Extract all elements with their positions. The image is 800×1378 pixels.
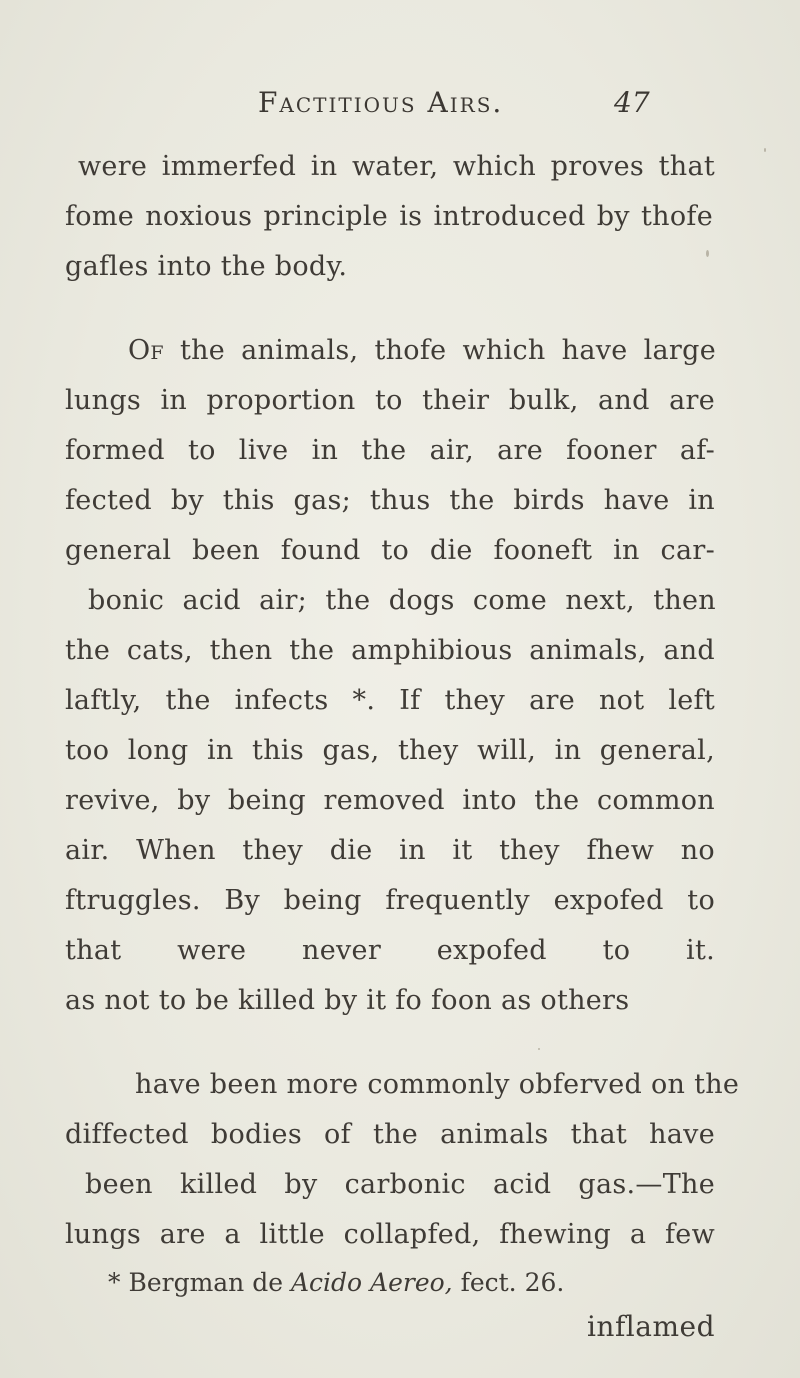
text-line: lungs in proportion to their bulk, and are xyxy=(65,385,715,416)
footnote: * Bergman de Acido Aereo, fect. 26. xyxy=(108,1268,565,1297)
text-line: too long in this gas, they will, in general, xyxy=(65,735,715,766)
drop-word: Of xyxy=(128,335,164,366)
text-line: the cats, then the amphibious animals, and xyxy=(65,635,715,666)
text-line: that were never expofed to it. xyxy=(65,935,715,966)
text-line: were immerfed in water, which proves that xyxy=(78,151,715,182)
text-line: bonic acid air; the dogs come next, then xyxy=(88,585,716,616)
text-line: fome noxious principle is introduced by thofe xyxy=(65,201,713,232)
paper-speck xyxy=(764,148,766,152)
text-line: air. When they die in it they fhew no xyxy=(65,835,715,866)
paper-speck xyxy=(706,250,709,257)
text-line: lungs are a little collapfed, fhewing a few xyxy=(65,1219,715,1250)
text-line: formed to live in the air, are fooner af- xyxy=(65,435,715,466)
text-line: Of the animals, thofe which have large xyxy=(128,335,716,366)
text-line: general been found to die fooneft in car- xyxy=(65,535,715,566)
catchword: inflamed xyxy=(586,1310,715,1343)
text-line: have been more commonly obferved on the xyxy=(135,1069,740,1100)
text-line: diffected bodies of the animals that have xyxy=(65,1119,715,1150)
text-line: as not to be killed by it fo foon as others xyxy=(65,985,630,1016)
text-line: revive, by being removed into the common xyxy=(65,785,715,816)
text-line: fected by this gas; thus the birds have in xyxy=(65,485,715,516)
text-line: gafles into the body. xyxy=(65,251,348,282)
page-number: 47 xyxy=(614,86,650,119)
text-line: been killed by carbonic acid gas.—The xyxy=(85,1169,715,1200)
text-line: ftruggles. By being frequently expofed to xyxy=(65,885,715,916)
running-head: Factitious Airs. xyxy=(258,86,504,119)
text-line: laftly, the infects *. If they are not left xyxy=(65,685,715,716)
paper-speck xyxy=(538,1048,540,1050)
